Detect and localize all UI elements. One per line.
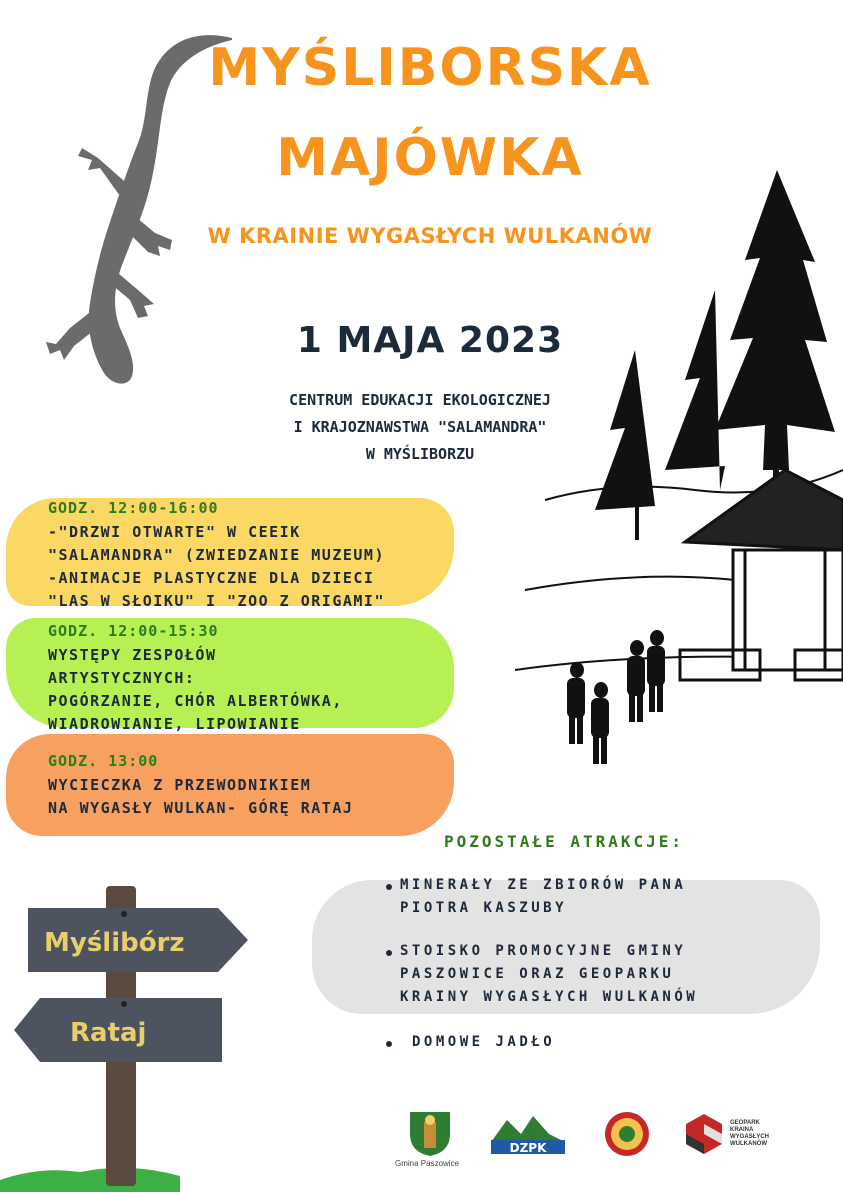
event-title-line1: MYŚLIBORSKA xyxy=(208,38,652,98)
venue-line1: CENTRUM EDUKACJI EKOLOGICZNEJ xyxy=(289,391,551,409)
schedule-line: WYSTĘPY ZESPOŁÓW xyxy=(48,646,217,664)
event-date: 1 MAJA 2023 xyxy=(296,320,564,361)
schedule-line: WYCIECZKA Z PRZEWODNIKIEM xyxy=(48,776,312,794)
schedule-line: "LAS W SŁOIKU" I "ZOO Z ORIGAMI" xyxy=(48,592,385,610)
sign-myslibórz: Myślibórz xyxy=(44,928,185,958)
schedule-details-1 xyxy=(48,521,385,613)
attraction-item-3 xyxy=(412,1031,555,1054)
attraction-item-1 xyxy=(400,874,686,920)
sign-rataj: Rataj xyxy=(70,1018,147,1048)
attraction-item-2 xyxy=(400,940,698,1009)
schedule-time-3: GODZ. 13:00 xyxy=(48,752,159,770)
geopark-line: GEOPARK xyxy=(730,1120,760,1126)
bullet-icon xyxy=(386,1041,392,1047)
attraction-line: PIOTRA KASZUBY xyxy=(400,900,568,916)
schedule-line: "SALAMANDRA" (ZWIEDZANIE MUZEUM) xyxy=(48,546,385,564)
geopark-logo xyxy=(682,1112,726,1156)
geopark-text xyxy=(730,1120,780,1148)
round-emblem-logo xyxy=(603,1110,651,1158)
bullet-icon xyxy=(386,950,392,956)
schedule-details-2 xyxy=(48,644,343,736)
attraction-line: STOISKO PROMOCYJNE GMINY xyxy=(400,943,687,959)
gmina-paszowice-logo xyxy=(406,1108,454,1158)
schedule-time-2: GODZ. 12:00-15:30 xyxy=(48,622,219,640)
gmina-logo-caption: Gmina Paszowice xyxy=(395,1159,460,1168)
bullet-icon xyxy=(386,884,392,890)
venue-line3: W MYŚLIBORZU xyxy=(365,445,475,463)
schedule-line: POGÓRZANIE, CHÓR ALBERTÓWKA, xyxy=(48,692,343,710)
attraction-line: DOMOWE JADŁO xyxy=(412,1034,556,1050)
geopark-line: WULKANÓW xyxy=(730,1141,767,1147)
schedule-time-1: GODZ. 12:00-16:00 xyxy=(48,499,219,517)
geopark-line: KRAINA xyxy=(730,1127,754,1133)
forest-pavilion-illustration xyxy=(515,170,843,770)
schedule-line: ARTYSTYCZNYCH: xyxy=(48,669,196,687)
geopark-line: WYGASŁYCH xyxy=(730,1134,769,1140)
dzpk-logo xyxy=(487,1112,569,1158)
attraction-line: PASZOWICE ORAZ GEOPARKU xyxy=(400,966,675,982)
event-subtitle: W KRAINIE WYGASŁYCH WULKANÓW xyxy=(207,224,653,248)
schedule-line: -"DRZWI OTWARTE" W CEEIK xyxy=(48,523,301,541)
event-title-line2: MAJÓWKA xyxy=(276,128,584,188)
schedule-line: -ANIMACJE PLASTYCZNE DLA DZIECI xyxy=(48,569,375,587)
attraction-line: KRAINY WYGASŁYCH WULKANÓW xyxy=(400,989,699,1005)
schedule-details-3 xyxy=(48,774,353,820)
attractions-title: POZOSTAŁE ATRAKCJE: xyxy=(444,832,685,851)
schedule-line: WIADROWIANIE, LIPOWIANIE xyxy=(48,715,301,733)
schedule-line: NA WYGASŁY WULKAN- GÓRĘ RATAJ xyxy=(48,799,354,817)
attraction-line: MINERAŁY ZE ZBIORÓW PANA xyxy=(400,877,687,893)
dzpk-text: DZPK xyxy=(509,1141,547,1155)
venue-line2: I KRAJOZNAWSTWA "SALAMANDRA" xyxy=(293,418,547,436)
